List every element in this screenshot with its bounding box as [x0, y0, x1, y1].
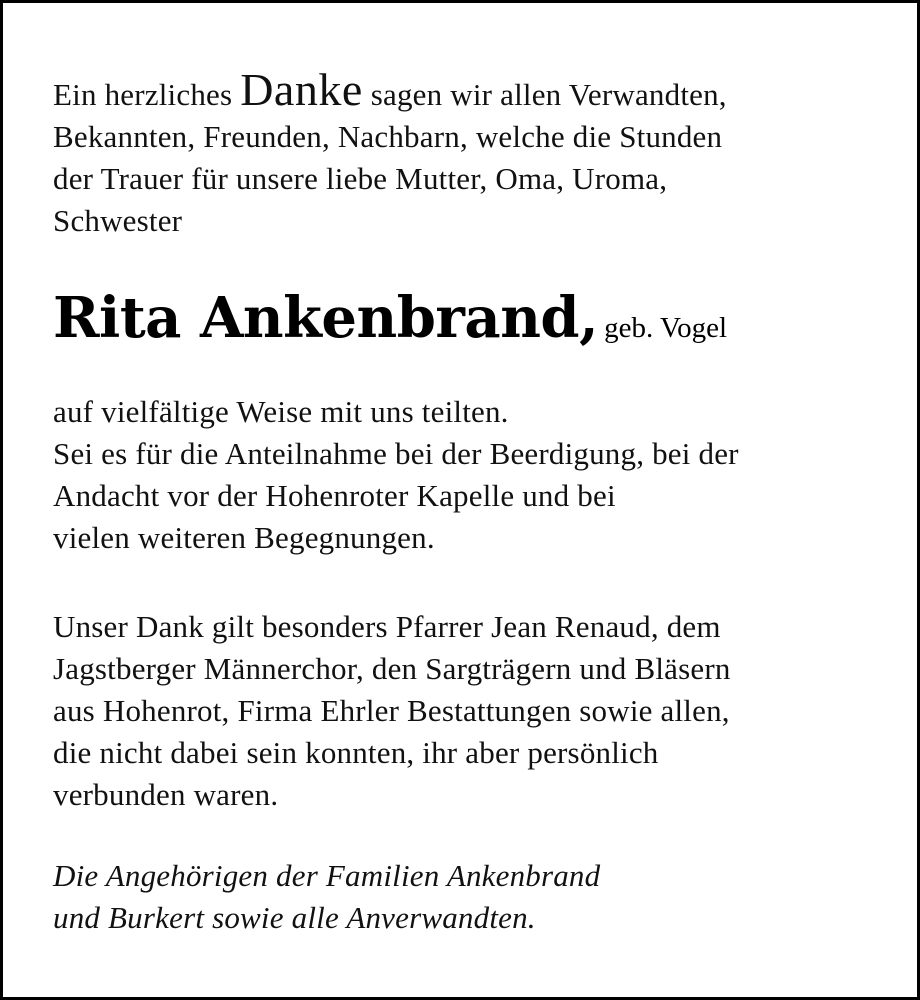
paragraph-1-line: vielen weiteren Begegnungen.: [53, 520, 435, 555]
signature-block: [53, 855, 600, 939]
deceased-full-name: Rita Ankenbrand,: [53, 285, 599, 351]
paragraph-1: [53, 391, 739, 559]
intro-line-1-rest: sagen wir allen Verwandten,: [362, 77, 727, 112]
signature-line: Die Angehörigen der Familien Ankenbrand: [53, 858, 601, 893]
intro-line-2: Bekannten, Freunden, Nachbarn, welche die Stunden: [53, 119, 723, 154]
danke-emphasis: Danke: [240, 64, 363, 115]
paragraph-2-line: Jagstberger Männerchor, den Sargträgern und Bläsern: [53, 651, 731, 686]
intro-line-1: [53, 64, 727, 116]
intro-line-4: Schwester: [53, 203, 183, 238]
paragraph-1-line: auf vielfältige Weise mit uns teilten.: [53, 394, 509, 429]
birth-name: geb. Vogel: [604, 312, 728, 344]
paragraph-1-line: Sei es für die Anteilnahme bei der Beerdigung, bei der: [53, 436, 739, 471]
paragraph-1-line: Andacht vor der Hohenroter Kapelle und bei: [53, 478, 616, 513]
intro-line-3: der Trauer für unsere liebe Mutter, Oma, Uroma,: [53, 161, 668, 196]
paragraph-2-line: die nicht dabei sein konnten, ihr aber persönlich: [53, 735, 659, 770]
deceased-name-heading: [53, 285, 727, 351]
paragraph-2-line: aus Hohenrot, Firma Ehrler Bestattungen sowie allen,: [53, 693, 730, 728]
paragraph-2-line: Unser Dank gilt besonders Pfarrer Jean Renaud, dem: [53, 609, 721, 644]
signature-line: und Burkert sowie alle Anverwandten.: [53, 900, 536, 935]
intro-block: [53, 64, 727, 242]
intro-prefix: Ein herzliches: [53, 77, 241, 112]
paragraph-2-line: verbunden waren.: [53, 777, 279, 812]
paragraph-2: [53, 606, 731, 816]
